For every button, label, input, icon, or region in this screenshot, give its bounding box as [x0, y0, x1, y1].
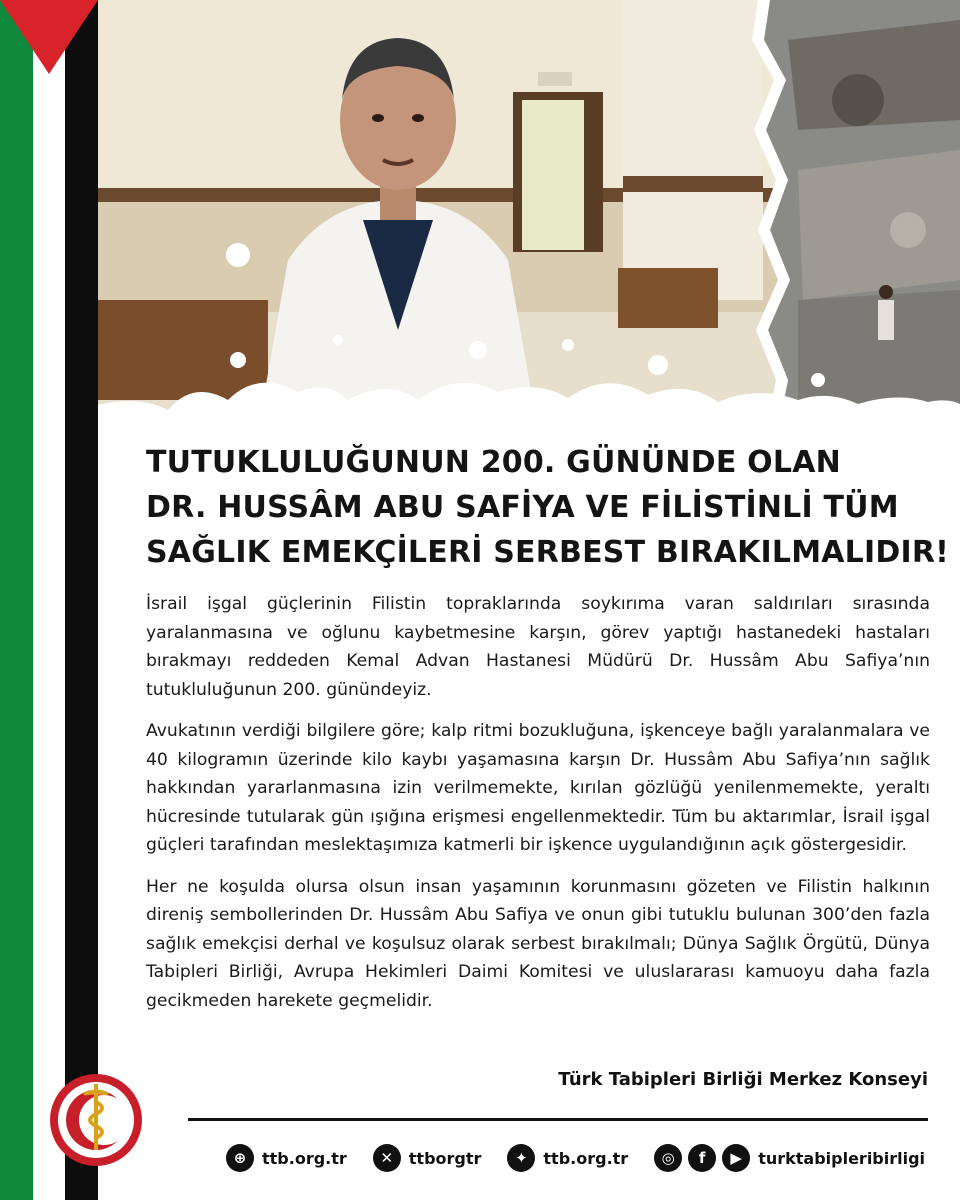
social-footer — [226, 1140, 951, 1176]
x-icon: ✕ — [373, 1144, 401, 1172]
bluesky-label: ttb.org.tr — [543, 1148, 629, 1168]
bluesky-link[interactable] — [507, 1144, 628, 1172]
flag-green-stripe — [0, 0, 33, 1200]
header-photo — [98, 0, 960, 430]
paragraph-2: Avukatının verdiği bilgilere göre; kalp ritmi bozukluğuna, işkenceye bağlı yaralanmalara ve 40 kilogramın üzerinde kilo kaybı yaşamasına karşın Dr. Hussâm Abu Safiya’nın sağlık hakkından yararlanmasına izin verilmemekte, kırılan gözlüğü yenilenmemekte, yeraltı hücresinde tutularak gün ışığına erişmesi engellenmektedir. Tüm bu aktarımlar, İsrail işgal güçleri tarafından meslektaşımıza katmerli bir işkence uygulandığının açık göstergesidir. — [146, 721, 930, 855]
bluesky-icon: ✦ — [507, 1144, 535, 1172]
article-body — [146, 590, 930, 1028]
photo-collage — [98, 0, 960, 430]
ttb-emblem-icon — [46, 1062, 146, 1182]
facebook-icon[interactable]: f — [688, 1144, 716, 1172]
social-links[interactable] — [654, 1144, 925, 1172]
ttb-logo — [46, 1062, 146, 1182]
paragraph-3: Her ne koşulda olursa olsun insan yaşamının korunmasını gözeten ve Filistin halkının direniş sembollerinden Dr. Hussâm Abu Safiya ve onun gibi tutuklu bulunan 300’den fazla sağlık emekçisi derhal ve koşulsuz olarak serbest bırakılmalı; Dünya Sağlık Örgütü, Dünya Tabipleri Birliği, Avrupa Hekimleri Daimi Komitesi ve uluslararası kamuoyu daha fazla gecikmeden harekete geçmelidir. — [146, 876, 930, 1011]
paragraph-1: İsrail işgal güçlerinin Filistin topraklarında soykırıma varan saldırıları sırasında yaralanmasına ve oğlunu kaybetmesine karşın, görev yaptığı hastanedeki hastaları bırakmayı reddeden Kemal Advan Hastanesi Müdürü Dr. Hussâm Abu Safiya’nın tutukluluğunun 200. günündeyiz. — [146, 594, 930, 700]
signature: Türk Tabipleri Birliği Merkez Konseyi — [558, 1069, 928, 1090]
divider-line — [188, 1118, 928, 1121]
headline-line-2: DR. HUSSÂM ABU SAFİYA VE FİLİSTİNLİ TÜM — [146, 490, 899, 525]
youtube-icon[interactable]: ▶ — [722, 1144, 750, 1172]
globe-icon: ⊕ — [226, 1144, 254, 1172]
instagram-icon[interactable]: ◎ — [654, 1144, 682, 1172]
headline-line-1: TUTUKLULUĞUNUN 200. GÜNÜNDE OLAN — [146, 445, 841, 480]
headline — [146, 440, 949, 575]
x-label: ttborgtr — [408, 1148, 482, 1168]
palestinian-flag — [0, 0, 98, 1200]
social-label: turktabipleribirligi — [758, 1148, 926, 1168]
flag-black-stripe — [65, 0, 98, 1200]
flag-white-stripe — [33, 0, 65, 1200]
headline-line-3: SAĞLIK EMEKÇİLERİ SERBEST BIRAKILMALIDIR! — [146, 535, 949, 570]
x-link[interactable] — [373, 1144, 482, 1172]
website-label: ttb.org.tr — [262, 1148, 347, 1168]
flag-red-triangle — [0, 0, 98, 74]
website-link[interactable] — [226, 1144, 347, 1172]
